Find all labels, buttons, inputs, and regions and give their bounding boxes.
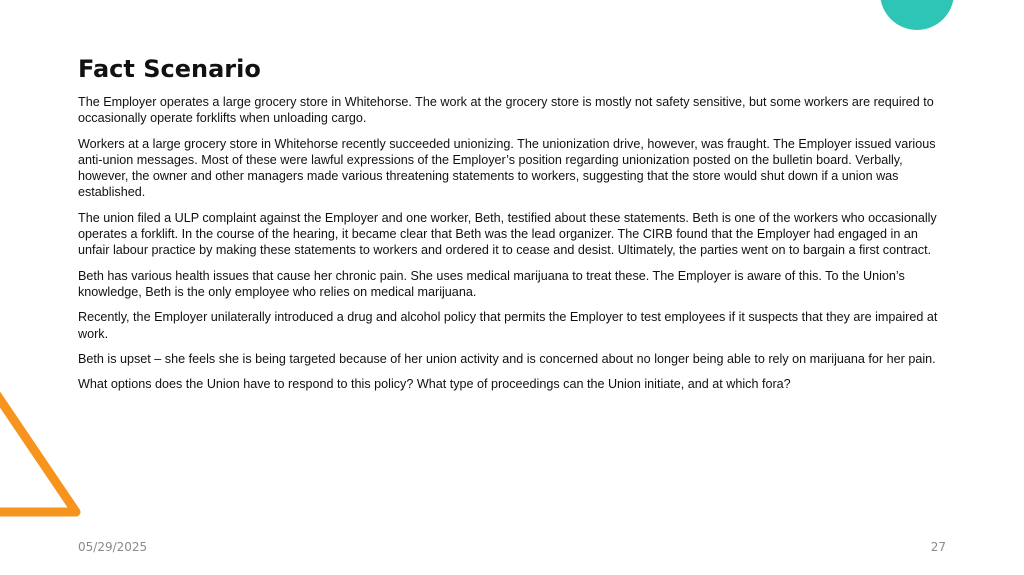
paragraph: The Employer operates a large grocery store in Whitehorse. The work at the grocery store is mostly not safety sensitive, but some workers are required to occasionally operate forklifts when unloading cargo.: [78, 95, 934, 126]
slide-body: [78, 94, 948, 401]
paragraph: Workers at a large grocery store in Whitehorse recently succeeded unionizing. The unionization drive, however, was fraught. The Employer issued various anti-union messages. Most of these were lawful expressions of the Employer’s position regarding unionization posted on the bulletin board. Verbally, however, the owner and other managers made various threatening statements to workers, suggesting that the store would shut down if a union was established.: [78, 136, 936, 200]
paragraph: What options does the Union have to respond to this policy? What type of proceedings can the Union initiate, and at which fora?: [78, 377, 791, 392]
paragraph: Beth has various health issues that cause her chronic pain. She uses medical marijuana to treat these. The Employer is aware of this. To the Union’s knowledge, Beth is the only employee who relies on medical marijuana.: [78, 268, 905, 299]
paragraph: Recently, the Employer unilaterally introduced a drug and alcohol policy that permits the Employer to test employees if it suspects that they are impaired at work.: [78, 310, 938, 341]
footer-date: 05/29/2025: [78, 540, 148, 554]
page-number: 27: [930, 540, 946, 554]
paragraph: The union filed a ULP complaint against the Employer and one worker, Beth, testified about these statements. Beth is one of the workers who occasionally operates a forklift. In the course of the hearing, it became clear that Beth was the lead organizer. The CIRB found that the Employer had engaged in an unfair labour practice by making these statements to workers and ordered it to cease and desist. Ultimately, the parties went on to bargain a first contract.: [78, 210, 937, 258]
slide-title: Fact Scenario: [78, 55, 261, 83]
paragraph: Beth is upset – she feels she is being targeted because of her union activity and is concerned about no longer being able to rely on marijuana for her pain.: [78, 351, 936, 366]
decorative-triangle-icon: [0, 360, 90, 530]
decorative-circle-icon: [880, 0, 954, 30]
